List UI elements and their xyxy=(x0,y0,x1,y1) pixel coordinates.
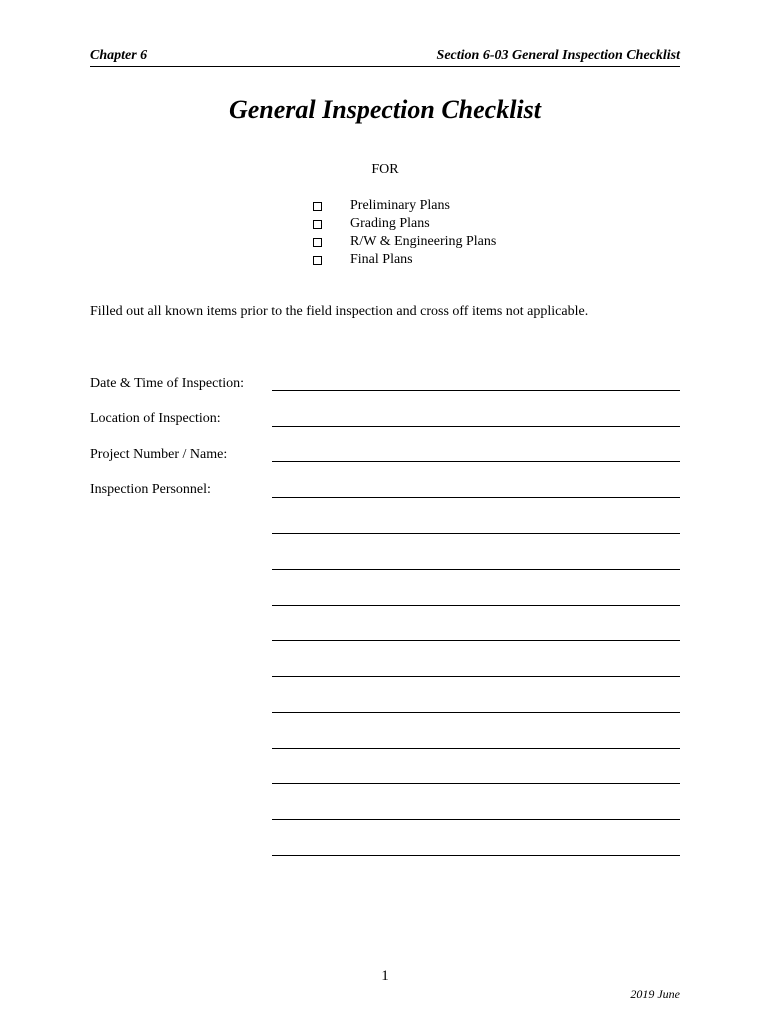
location-label: Location of Inspection: xyxy=(90,411,221,426)
for-label: FOR xyxy=(371,162,399,177)
project-label: Project Number / Name: xyxy=(90,447,228,462)
checkbox-preliminary[interactable] xyxy=(313,202,322,211)
plan-option-grading xyxy=(313,215,496,233)
personnel-field-8[interactable] xyxy=(272,748,680,749)
plan-option-label: Grading Plans xyxy=(350,216,430,231)
personnel-label: Inspection Personnel: xyxy=(90,482,211,497)
plan-option-final xyxy=(313,251,496,269)
date-time-label: Date & Time of Inspection: xyxy=(90,376,244,391)
plan-option-label: R/W & Engineering Plans xyxy=(350,234,497,249)
footer-date: 2019 June xyxy=(630,987,680,1001)
project-field[interactable] xyxy=(272,461,680,462)
plan-option-label: Final Plans xyxy=(350,252,413,267)
personnel-field-7[interactable] xyxy=(272,712,680,713)
checkbox-grading[interactable] xyxy=(313,220,322,229)
personnel-field-4[interactable] xyxy=(272,605,680,606)
personnel-field-6[interactable] xyxy=(272,676,680,677)
page-header xyxy=(90,46,680,67)
personnel-field-3[interactable] xyxy=(272,569,680,570)
personnel-field-1[interactable] xyxy=(272,497,680,498)
date-time-field[interactable] xyxy=(272,390,680,391)
instruction-text: Filled out all known items prior to the field inspection and cross off items not applicable. xyxy=(90,304,589,319)
location-field[interactable] xyxy=(272,426,680,427)
plan-options-list xyxy=(313,197,496,269)
personnel-field-11[interactable] xyxy=(272,855,680,856)
personnel-field-10[interactable] xyxy=(272,819,680,820)
plan-option-preliminary xyxy=(313,197,496,215)
section-label: Section 6-03 General Inspection Checklist xyxy=(436,48,680,63)
page-title: General Inspection Checklist xyxy=(228,95,541,124)
plan-option-rw-engineering xyxy=(313,233,496,251)
page-number: 1 xyxy=(381,968,389,984)
personnel-field-2[interactable] xyxy=(272,533,680,534)
personnel-field-9[interactable] xyxy=(272,783,680,784)
chapter-label: Chapter 6 xyxy=(90,48,148,63)
checkbox-rw-engineering[interactable] xyxy=(313,238,322,247)
personnel-field-5[interactable] xyxy=(272,640,680,641)
plan-option-label: Preliminary Plans xyxy=(350,198,450,213)
checkbox-final[interactable] xyxy=(313,256,322,265)
